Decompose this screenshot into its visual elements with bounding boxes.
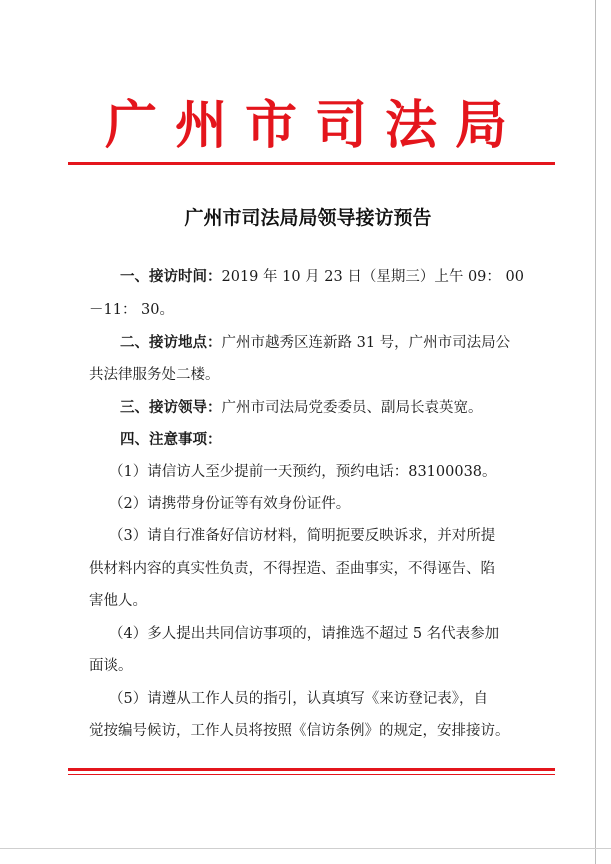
note-item-4-line-1: （4）多人提出共同信访事项的，请推选不超过 5 名代表参加 bbox=[109, 626, 500, 642]
letterhead-red-rule bbox=[68, 162, 555, 165]
place-value: 广州市越秀区连新路 31 号，广州市司法局公 bbox=[221, 335, 511, 351]
note-item-3-line-1: （3）请自行准备好信访材料，简明扼要反映诉求，并对所提 bbox=[109, 528, 496, 544]
note-item-1: （1）请信访人至少提前一天预约，预约电话：83100038。 bbox=[109, 464, 497, 480]
footer-red-rule-thick bbox=[68, 768, 555, 771]
leader-label: 三、接访领导： bbox=[120, 399, 222, 416]
leader-line bbox=[120, 398, 483, 418]
leader-value: 广州市司法局党委委员、副局长袁英宽。 bbox=[221, 400, 483, 416]
time-value: 2019 年 10 月 23 日（星期三）上午 09： 00 bbox=[221, 269, 524, 285]
page-border-bottom bbox=[0, 848, 611, 849]
notes-label: 四、注意事项： bbox=[120, 431, 222, 448]
place-line-1 bbox=[120, 333, 510, 353]
letterhead-title: 广州市司法局 bbox=[104, 95, 525, 156]
note-item-3-line-3: 害他人。 bbox=[89, 593, 147, 609]
page-border-right bbox=[595, 0, 596, 864]
note-item-2: （2）请携带身份证等有效身份证件。 bbox=[109, 496, 351, 512]
note-item-4-line-2: 面谈。 bbox=[89, 658, 133, 674]
note-item-5-line-1: （5）请遵从工作人员的指引，认真填写《来访登记表》，自 bbox=[109, 691, 488, 707]
time-label: 一、接访时间： bbox=[120, 268, 222, 285]
time-line-2: －11： 30。 bbox=[89, 302, 175, 318]
footer-red-rule-thin bbox=[68, 774, 555, 775]
note-item-3-line-2: 供材料内容的真实性负责，不得捏造、歪曲事实，不得诬告、陷 bbox=[89, 561, 495, 577]
note-item-5-line-2: 觉按编号候访，工作人员将按照《信访条例》的规定，安排接访。 bbox=[89, 723, 510, 739]
place-line-2: 共法律服务处二楼。 bbox=[89, 367, 220, 383]
time-line-1 bbox=[120, 267, 524, 287]
place-label: 二、接访地点： bbox=[120, 334, 222, 351]
document-title: 广州市司法局局领导接访预告 bbox=[184, 207, 432, 229]
notes-heading bbox=[120, 430, 222, 450]
